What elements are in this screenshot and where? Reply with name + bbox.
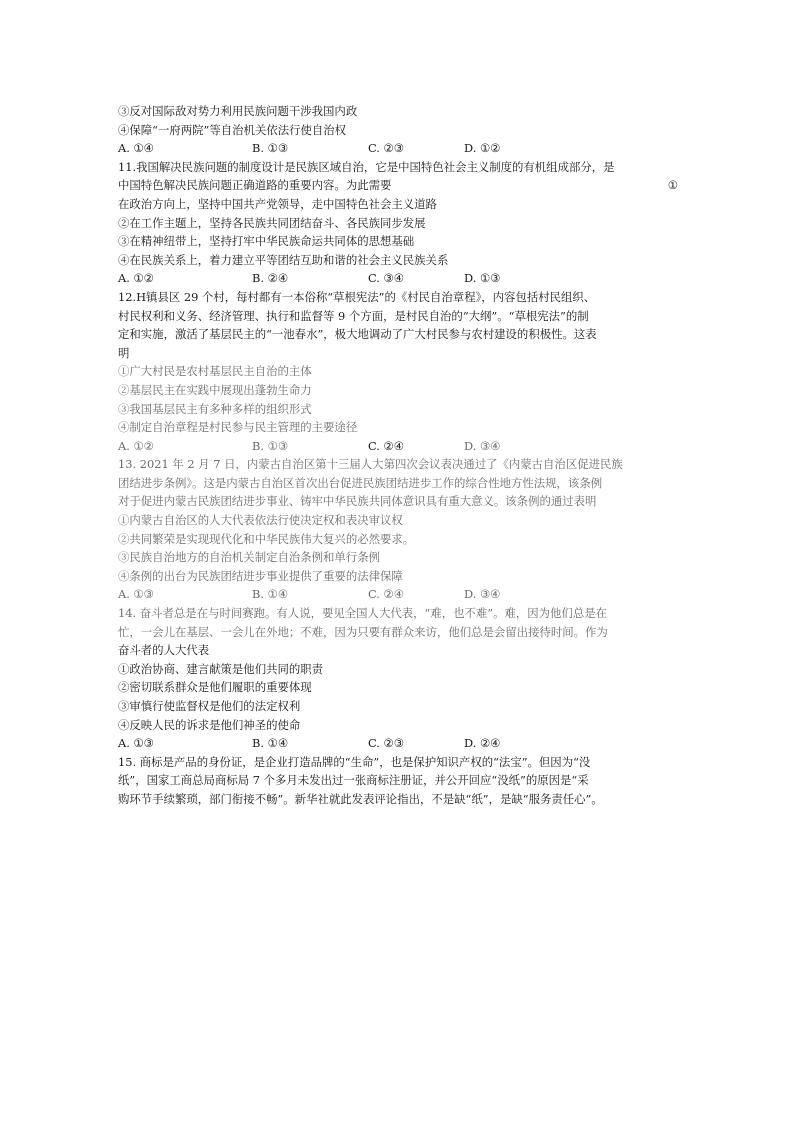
q14-option-b: B. ①④ [252,736,289,751]
q13-stem-line-3: 对于促进内蒙古民族团结进步事业、铸牢中华民族共同体意识具有重大意义。该条例的通过表明 [118,494,597,509]
q11-stem-line-2 [118,176,678,195]
q12-item-3: ③我国基层民主有多种多样的组织形式 [118,401,312,416]
q13-item-4: ④条例的出台为民族团结进步事业提供了重要的法律保障 [118,568,403,583]
q12-stem-line-3: 定和实施，激活了基层民主的“一池春水”，极大地调动了广大村民参与农村建设的积极性。这表 [118,327,597,342]
q12-stem-line-4: 明 [118,345,130,360]
q10-option-a: A. ①④ [118,141,154,156]
q12-stem-line-1: 12.H镇县区 29 个村，每村都有一本俗称“草根宪法”的《村民自治章程》，内容包括村民组织、 [118,289,596,304]
q12-option-c: C. ②④ [368,438,404,453]
q11-option-b: B. ②④ [252,271,289,286]
q10-options [118,139,678,158]
q11-option-c: C. ③④ [368,271,404,286]
q11-options [118,269,678,288]
q12-options [118,437,678,456]
q10-item-4: ④保障“一府两院”等自治机关依法行使自治权 [118,122,347,137]
q15-stem-line-2: 纸”，国家工商总局商标局 7 个多月未发出过一张商标注册证，并公开回应“没纸”的原因是“采 [118,773,589,788]
q14-options [118,734,678,753]
q14-item-4: ④反映人民的诉求是他们神圣的使命 [118,717,301,732]
q14-stem-line-2: 忙，一会儿在基层、一会儿在外地；不难，因为只要有群众来访，他们总是会留出接待时间。作为 [118,624,608,639]
q11-stem-line-1: 11.我国解决民族问题的制度设计是民族区域自治，它是中国特色社会主义制度的有机组成部分，是 [118,159,615,174]
q11-option-a: A. ①② [118,271,154,286]
q14-item-3: ③审慎行使监督权是他们的法定权利 [118,699,301,713]
q11-stem-text: 中国特色解决民族问题正确道路的重要内容。为此需要 [118,178,392,193]
q11-item-1-marker: ① [667,178,678,193]
q12-stem-line-2: 村民权利和义务、经济管理、执行和监督等 9 个方面，是村民自治的“大纲”。“草根宪法”的制 [118,308,589,323]
q12-option-b: B. ①③ [252,438,289,453]
question-content [118,102,678,809]
q15-stem-line-3: 购环节手续繁琐，部门衔接不畅”。新华社就此发表评论指出，不是缺“纸”，是缺“服务责任心”。 [118,791,603,806]
q13-option-d: D. ③④ [464,587,501,602]
q11-option-d: D. ①③ [464,271,501,286]
q15-stem-line-1: 15. 商标是产品的身份证，是企业打造品牌的“生命”，也是保护知识产权的“法宝”。但因为“没 [118,754,591,769]
q13-option-c: C. ②④ [368,587,404,602]
q12-item-2: ②基层民主在实践中展现出蓬勃生命力 [118,382,312,397]
q14-option-a: A. ①③ [118,736,154,751]
q12-item-1: ①广大村民是农村基层民主自治的主体 [118,364,312,379]
q13-stem-line-1: 13. 2021 年 2 月 7 日，内蒙古自治区第十三届人大第四次会议表决通过了《内蒙古自治区促进民族 [118,457,623,472]
q11-item-1: 在政治方向上，坚持中国共产党领导，走中国特色社会主义道路 [118,196,437,211]
q14-stem-line-3: 奋斗者的人大代表 [118,643,210,658]
q14-option-d: D. ②④ [464,736,501,751]
q13-item-3: ③民族自治地方的自治机关制定自治条例和单行条例 [118,550,380,565]
q14-stem-line-1: 14. 奋斗者总是在与时间赛跑。有人说，要见全国人大代表，“难，也不难”。难，因为他们总是在 [118,606,608,621]
q12-item-4: ④制定自治章程是村民参与民主管理的主要途径 [118,420,358,435]
q13-item-1: ①内蒙古自治区的人大代表依法行使决定权和表决审议权 [118,513,403,528]
q10-option-d: D. ①② [464,141,501,156]
q11-item-4: ④在民族关系上，着力建立平等团结互助和谐的社会主义民族关系 [118,252,449,267]
q13-options [118,585,678,604]
q13-item-2: ②共同繁荣是实现现代化和中华民族伟大复兴的必然要求。 [118,531,415,546]
q13-option-b: B. ①④ [252,587,289,602]
q14-option-c: C. ②③ [368,736,404,751]
q10-option-c: C. ②③ [368,141,404,156]
q11-item-3: ③在精神纽带上，坚持打牢中华民族命运共同体的思想基础 [118,234,415,249]
q12-option-d: D. ③④ [464,438,501,453]
q13-stem-line-2: 团结进步条例》。这是内蒙古自治区首次出台促进民族团结进步工作的综合性地方性法规，该条例 [118,475,603,490]
q12-option-a: A. ①② [118,438,154,453]
q10-item-3: ③反对国际敌对势力利用民族问题干涉我国内政 [118,104,358,118]
q13-option-a: A. ①③ [118,587,154,602]
q11-item-2: ②在工作主题上，坚持各民族共同团结奋斗、各民族同步发展 [118,215,426,230]
q10-option-b: B. ①③ [252,141,289,156]
q14-item-1: ①政治协商、建言献策是他们共同的职责 [118,661,324,676]
q14-item-2: ②密切联系群众是他们履职的重要体现 [118,680,312,695]
